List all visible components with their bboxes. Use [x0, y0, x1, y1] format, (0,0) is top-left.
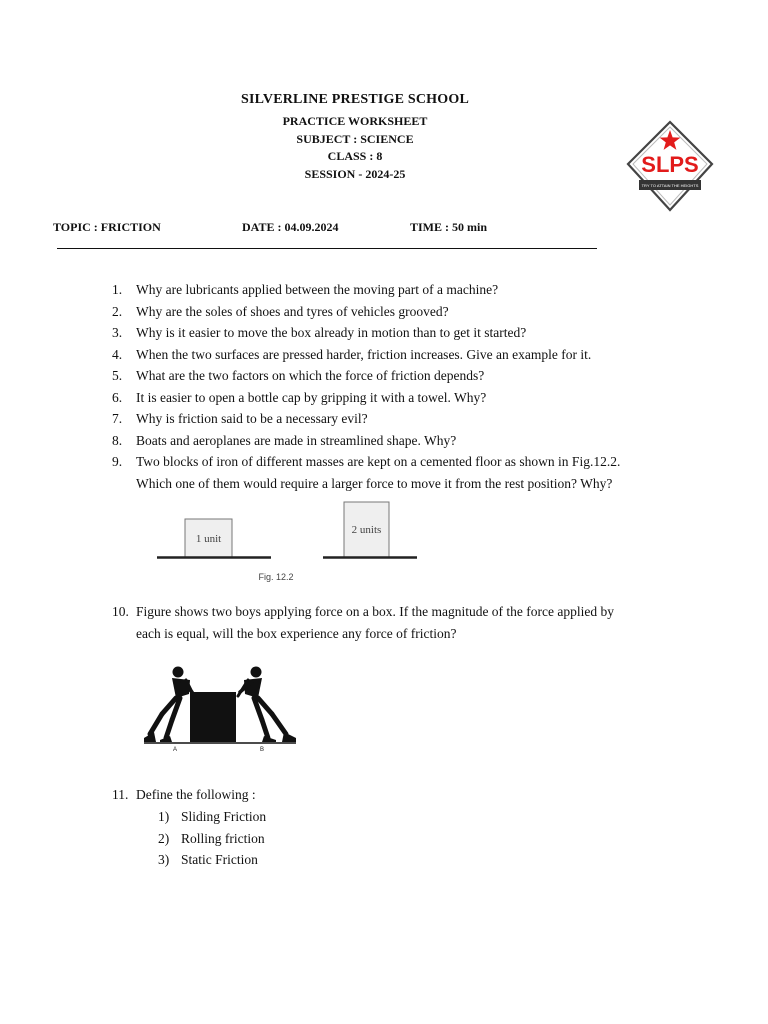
subject-line: SUBJECT : SCIENCE: [296, 131, 414, 146]
school-name: SILVERLINE PRESTIGE SCHOOL: [241, 92, 469, 107]
question-number: 7.: [112, 411, 123, 426]
label-a: A: [172, 747, 178, 753]
question-text: What are the two factors on which the force of friction depends?: [136, 368, 485, 383]
question-number: 9.: [112, 454, 123, 469]
logo-text: SLPS: [641, 152, 699, 177]
question-text: Two blocks of iron of different masses are kept on a cemented floor as shown in Fig.12.2.: [136, 454, 621, 469]
figure-boys-pushing-box: [140, 658, 300, 754]
class-line: CLASS : 8: [327, 149, 383, 163]
question-number: 10.: [112, 604, 129, 619]
question-text: Boats and aeroplanes are made in streamlined shape. Why?: [136, 432, 457, 448]
school-logo: [622, 116, 718, 216]
figure-two-blocks: [145, 500, 475, 590]
definition-number: 1): [158, 809, 170, 824]
question-text: Define the following :: [136, 787, 256, 802]
question-number: 5.: [112, 368, 123, 383]
logo-tagline: TRY TO ATTAIN THE HEIGHTS: [641, 183, 699, 188]
figure-caption: Fig. 12.2: [258, 572, 294, 582]
question-text: Why are lubricants applied between the moving part of a machine?: [136, 282, 499, 297]
question-number: 6.: [112, 389, 123, 405]
question-text: Which one of them would require a larger force to move it from the rest position? Why?: [136, 475, 613, 491]
question-number: 8.: [112, 432, 123, 448]
block-two-label: 2 units: [351, 524, 382, 536]
question-text: When the two surfaces are pressed harder, friction increases. Give an example for it.: [136, 346, 592, 362]
boy-b-figure: [238, 667, 296, 743]
definition-number: 2): [158, 830, 170, 846]
question-number: 2.: [112, 303, 123, 319]
definition-text: Sliding Friction: [181, 809, 267, 824]
session-line: SESSION - 2024-25: [304, 166, 406, 181]
question-text: Figure shows two boys applying force on a box. If the magnitude of the force applied by: [136, 604, 615, 619]
box-shape: [190, 692, 236, 742]
divider-line: [57, 248, 597, 249]
date-label: DATE : 04.09.2024: [242, 220, 339, 234]
question-number: 1.: [112, 282, 123, 297]
block-one-label: 1 unit: [195, 533, 222, 545]
worksheet-title: PRACTICE WORKSHEET: [282, 114, 428, 128]
question-text: Why are the soles of shoes and tyres of vehicles grooved?: [136, 303, 449, 319]
label-b: B: [259, 747, 265, 753]
topic-label: TOPIC : FRICTION: [53, 220, 161, 234]
question-number: 3.: [112, 325, 123, 340]
worksheet-header: [0, 92, 710, 183]
definition-text: Rolling friction: [181, 830, 265, 846]
boy-a-figure: [144, 667, 194, 743]
definition-number: 3): [158, 851, 170, 867]
time-label: TIME : 50 min: [410, 220, 488, 234]
definition-text: Static Friction: [181, 851, 258, 867]
question-number: 11.: [112, 787, 129, 802]
question-text: It is easier to open a bottle cap by gripping it with a towel. Why?: [136, 389, 487, 405]
question-text: Why is it easier to move the box already in motion than to get it started?: [136, 325, 527, 340]
question-text: each is equal, will the box experience any force of friction?: [136, 625, 457, 641]
question-text: Why is friction said to be a necessary evil?: [136, 411, 368, 426]
question-number: 4.: [112, 346, 123, 362]
